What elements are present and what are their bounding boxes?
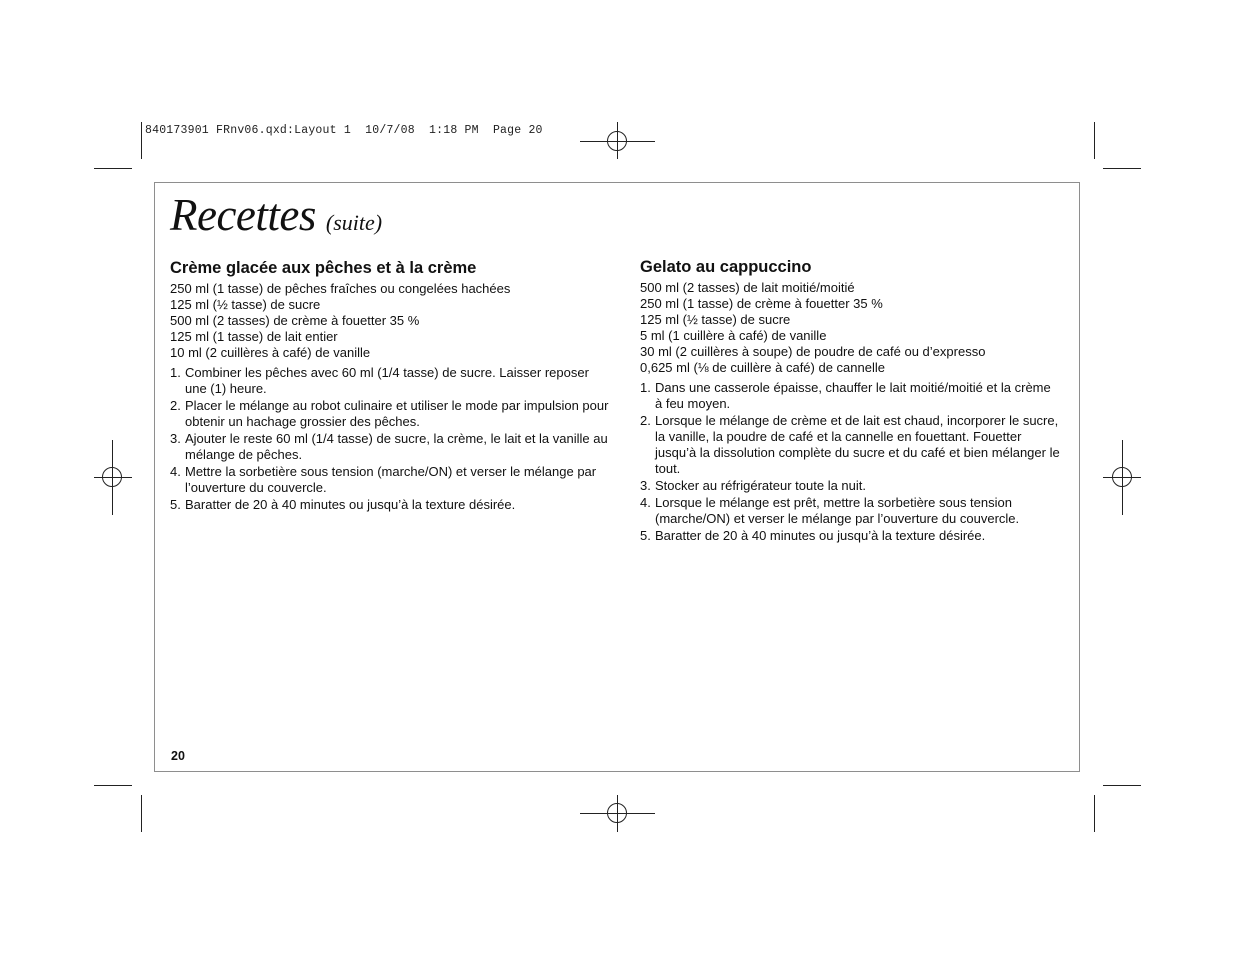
- crop-mark: [94, 785, 132, 786]
- step-item: [640, 495, 1060, 527]
- title-suffix: (suite): [325, 210, 383, 235]
- step-item: [170, 464, 610, 496]
- ingredient-item: 10 ml (2 cuillères à café) de vanille: [170, 345, 371, 360]
- step-list: [640, 380, 1060, 544]
- step-number: 5.: [170, 497, 181, 512]
- recipe-cappuccino-gelato: [640, 257, 1060, 545]
- page-title: [170, 189, 382, 241]
- ingredient-item: 250 ml (1 tasse) de crème à fouetter 35 %: [640, 296, 883, 311]
- step-number: 1.: [640, 380, 651, 395]
- step-text: Stocker au réfrigérateur toute la nuit.: [655, 478, 867, 493]
- crop-mark: [1094, 795, 1095, 832]
- step-number: 3.: [640, 478, 651, 493]
- ingredient-item: 250 ml (1 tasse) de pêches fraîches ou congelées hachées: [170, 281, 511, 296]
- ingredient-item: 500 ml (2 tasses) de lait moitié/moitié: [640, 280, 855, 295]
- step-number: 3.: [170, 431, 181, 446]
- ingredient-item: 125 ml (½ tasse) de sucre: [640, 312, 791, 327]
- step-number: 4.: [170, 464, 181, 479]
- ingredient-list: [170, 281, 610, 361]
- step-item: [170, 365, 610, 397]
- step-item: [640, 413, 1060, 477]
- crop-mark: [141, 795, 142, 832]
- ingredient-item: 125 ml (½ tasse) de sucre: [170, 297, 321, 312]
- step-text: Lorsque le mélange de crème et de lait est chaud, incorporer le sucre, la vanille, la poudre de café et la cannelle en fouettant. Fouetter jusqu’à la dissolution complète du sucre et du café et bien mélanger le tout.: [655, 413, 1060, 476]
- crop-mark: [1103, 168, 1141, 169]
- step-item: [640, 478, 1060, 494]
- ingredient-list: [640, 280, 1060, 376]
- ingredient-item: 30 ml (2 cuillères à soupe) de poudre de café ou d’expresso: [640, 344, 986, 359]
- recipe-heading: Gelato au cappuccino: [640, 258, 812, 276]
- crop-mark: [141, 122, 142, 159]
- step-item: [170, 431, 610, 463]
- step-text: Baratter de 20 à 40 minutes ou jusqu’à la texture désirée.: [185, 497, 516, 512]
- ingredient-item: 125 ml (1 tasse) de lait entier: [170, 329, 338, 344]
- step-number: 5.: [640, 528, 651, 543]
- step-item: [170, 497, 610, 513]
- step-list: [170, 365, 610, 513]
- ingredient-item: 500 ml (2 tasses) de crème à fouetter 35 %: [170, 313, 420, 328]
- step-text: Lorsque le mélange est prêt, mettre la sorbetière sous tension (marche/ON) et verser le mélange par l’ouverture du couvercle.: [655, 495, 1020, 526]
- crop-mark: [94, 168, 132, 169]
- step-number: 2.: [640, 413, 651, 428]
- step-item: [640, 380, 1060, 412]
- step-text: Combiner les pêches avec 60 ml (1/4 tasse) de sucre. Laisser reposer une (1) heure.: [185, 365, 589, 396]
- step-text: Ajouter le reste 60 ml (1/4 tasse) de sucre, la crème, le lait et la vanille au mélange de pêches.: [185, 431, 608, 462]
- recipe-peach-ice-cream: [170, 258, 610, 514]
- title-main: Recettes: [170, 190, 316, 240]
- ingredient-item: 5 ml (1 cuillère à café) de vanille: [640, 328, 827, 343]
- crop-mark: [1103, 785, 1141, 786]
- step-item: [170, 398, 610, 430]
- print-slug: 840173901 FRnv06.qxd:Layout 1 10/7/08 1:18 PM Page 20: [145, 124, 543, 137]
- recipe-heading: Crème glacée aux pêches et à la crème: [170, 259, 477, 277]
- ingredient-item: 0,625 ml (⅛ de cuillère à café) de cannelle: [640, 360, 885, 375]
- step-number: 2.: [170, 398, 181, 413]
- step-number: 4.: [640, 495, 651, 510]
- page-number: 20: [171, 749, 185, 763]
- crop-mark: [1094, 122, 1095, 159]
- step-text: Mettre la sorbetière sous tension (marche/ON) et verser le mélange par l’ouverture du couvercle.: [185, 464, 597, 495]
- step-text: Dans une casserole épaisse, chauffer le lait moitié/moitié et la crème à feu moyen.: [655, 380, 1051, 411]
- step-item: [640, 528, 1060, 544]
- step-text: Placer le mélange au robot culinaire et utiliser le mode par impulsion pour obtenir un hachage grossier des pêches.: [185, 398, 609, 429]
- step-text: Baratter de 20 à 40 minutes ou jusqu’à la texture désirée.: [655, 528, 986, 543]
- step-number: 1.: [170, 365, 181, 380]
